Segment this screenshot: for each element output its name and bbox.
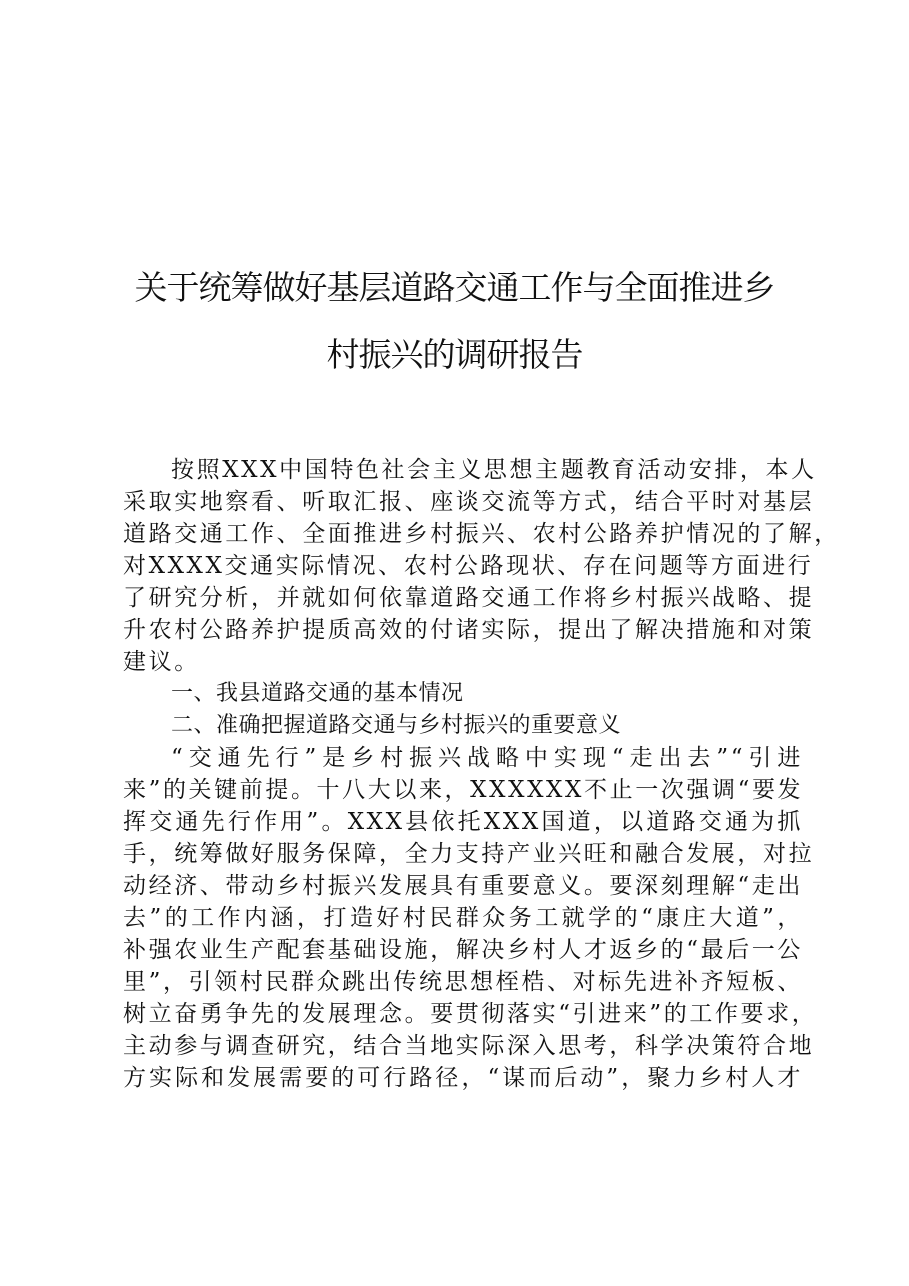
text-line: 去”的工作内涵，打造好村民群众务工就学的“康庄大道”， — [123, 905, 803, 931]
text-line: 采取实地察看、听取汇报、座谈交流等方式，结合平时对基层 — [123, 489, 815, 515]
document-title-line-1: 关于统筹做好基层道路交通工作与全面推进乡 — [134, 268, 775, 307]
text-line: 里”，引领村民群众跳出传统思想桎梏、对标先进补齐短板、 — [123, 969, 803, 995]
text-line: 补强农业生产配套基础设施，解决乡村人才返乡的“最后一公 — [123, 937, 803, 963]
text-line: “交通先行”是乡村振兴战略中实现“走出去”“引进 — [171, 745, 803, 771]
text-line: 方实际和发展需要的可行路径，“谋而后动”，聚力乡村人才 — [123, 1065, 803, 1091]
text-line: 对XXXX交通实际情况、农村公路现状、存在问题等方面进行 — [123, 553, 814, 579]
paragraph-intro — [123, 454, 840, 678]
text-line: 建议。 — [123, 649, 200, 675]
text-line: 手，统筹做好服务保障，全力支持产业兴旺和融合发展，对拉 — [123, 841, 815, 867]
text-line: 道路交通工作、全面推进乡村振兴、农村公路养护情况的了解， — [123, 521, 840, 547]
text-line: 挥交通先行作用”。XXX县依托XXX国道，以道路交通为抓 — [123, 809, 803, 835]
document-body — [123, 454, 840, 1094]
text-line: 主动参与调查研究，结合当地实际深入思考，科学决策符合地 — [123, 1033, 815, 1059]
text-line: 动经济、带动乡村振兴发展具有重要意义。要深刻理解“走出 — [123, 873, 803, 899]
text-line: 升农村公路养护提质高效的付诸实际，提出了解决措施和对策 — [123, 617, 815, 643]
section-heading-2: 二、准确把握道路交通与乡村振兴的重要意义 — [171, 713, 622, 738]
text-line: 了研究分析，并就如何依靠道路交通工作将乡村振兴战略、提 — [123, 585, 815, 611]
text-line: 按照XXX中国特色社会主义思想主题教育活动安排，本人 — [171, 457, 817, 483]
text-line: 树立奋勇争先的发展理念。要贯彻落实“引进来”的工作要求， — [123, 1001, 818, 1027]
paragraph-significance — [123, 742, 818, 1094]
document-title-line-2: 村振兴的调研报告 — [326, 335, 583, 374]
section-heading-1: 一、我县道路交通的基本情况 — [171, 681, 464, 706]
text-line: 来”的关键前提。十八大以来，XXXXXX不止一次强调“要发 — [123, 777, 804, 803]
